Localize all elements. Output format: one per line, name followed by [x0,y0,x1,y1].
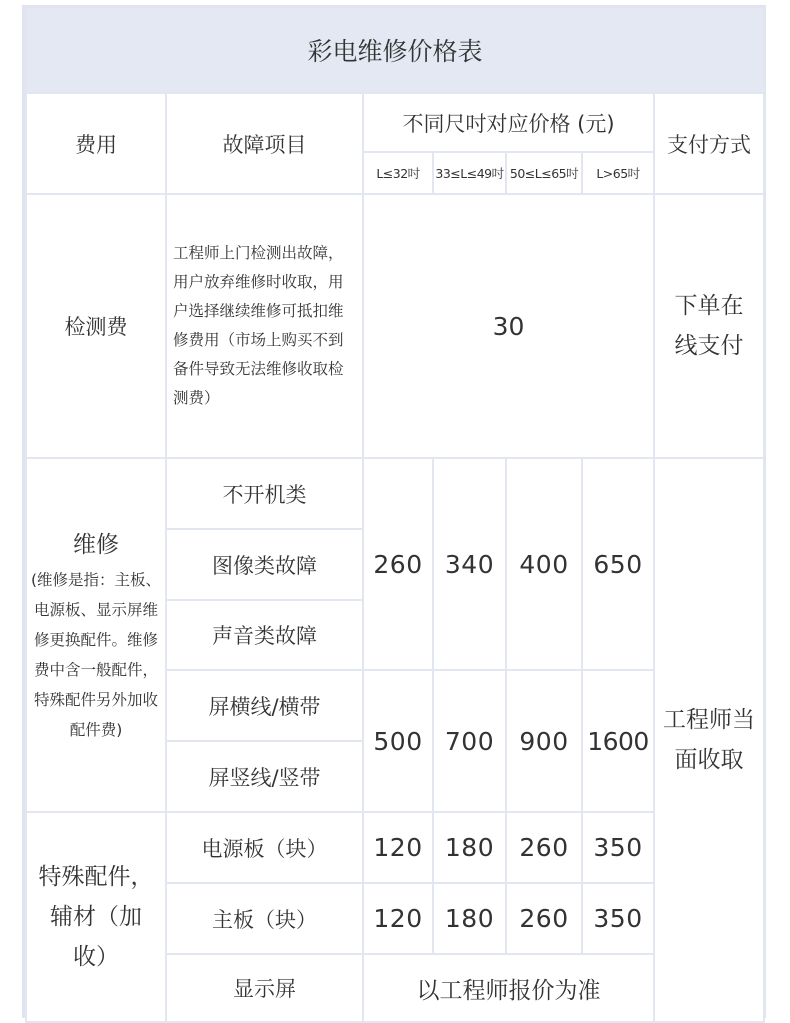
header-row [26,93,764,152]
special-item: 主板（块） [166,883,363,954]
header-price-by-size: 不同尺吋对应价格 (元) [363,93,654,152]
price-cell: 350 [582,812,654,883]
inspection-payment [654,194,764,458]
repair-item: 屏横线/横带 [166,670,363,741]
price-cell: 180 [433,812,506,883]
price-cell: 260 [363,458,433,670]
price-cell: 650 [582,458,654,670]
repair-fee-label: 维修 [73,532,119,558]
inspection-payment-text: 下单在线支付 [674,293,744,359]
inspection-description: 工程师上门检测出故障，用户放弃维修时收取，用户选择继续维修可抵扣维修费用（市场上购买不到备件导致无法维修收取检测费） [166,194,363,458]
price-cell: 180 [433,883,506,954]
price-cell: 1600 [582,670,654,812]
onsite-payment [654,458,764,1022]
repair-note: (维修是指：主板、电源板、显示屏维修更换配件。维修费中含一般配件，特殊配件另外加收配件费) [30,571,162,739]
repair-fee-cell [26,458,166,812]
repair-item: 图像类故障 [166,529,363,600]
repair-item: 不开机类 [166,458,363,529]
repair-row [26,458,764,529]
special-fee-label [26,812,166,1022]
title-row [26,8,764,93]
price-cell: 120 [363,812,433,883]
onsite-payment-text: 工程师当面收取 [663,707,756,773]
size-header: 33≤L≤49吋 [433,152,506,194]
repair-item: 屏竖线/竖带 [166,741,363,812]
header-fee: 费用 [26,93,166,194]
price-cell: 340 [433,458,506,670]
price-cell: 500 [363,670,433,812]
repair-item: 声音类故障 [166,600,363,670]
price-cell: 700 [433,670,506,812]
inspection-fee-label: 检测费 [26,194,166,458]
display-price-note: 以工程师报价为准 [363,954,654,1022]
header-payment: 支付方式 [654,93,764,194]
special-row [26,812,764,883]
size-header: L≤32吋 [363,152,433,194]
price-cell: 400 [506,458,582,670]
price-table [25,8,765,1023]
special-item: 显示屏 [166,954,363,1022]
special-item: 电源板（块） [166,812,363,883]
price-cell: 900 [506,670,582,812]
price-cell: 350 [582,883,654,954]
price-cell: 120 [363,883,433,954]
inspection-row [26,194,764,458]
inspection-price: 30 [363,194,654,458]
special-fee-text: 特殊配件，辅材（加收） [38,864,154,970]
price-cell: 260 [506,883,582,954]
size-header: L>65吋 [582,152,654,194]
header-fault-item: 故障项目 [166,93,363,194]
price-cell: 260 [506,812,582,883]
size-header: 50≤L≤65吋 [506,152,582,194]
table-title: 彩电维修价格表 [26,8,764,93]
price-table-frame [22,5,766,1018]
